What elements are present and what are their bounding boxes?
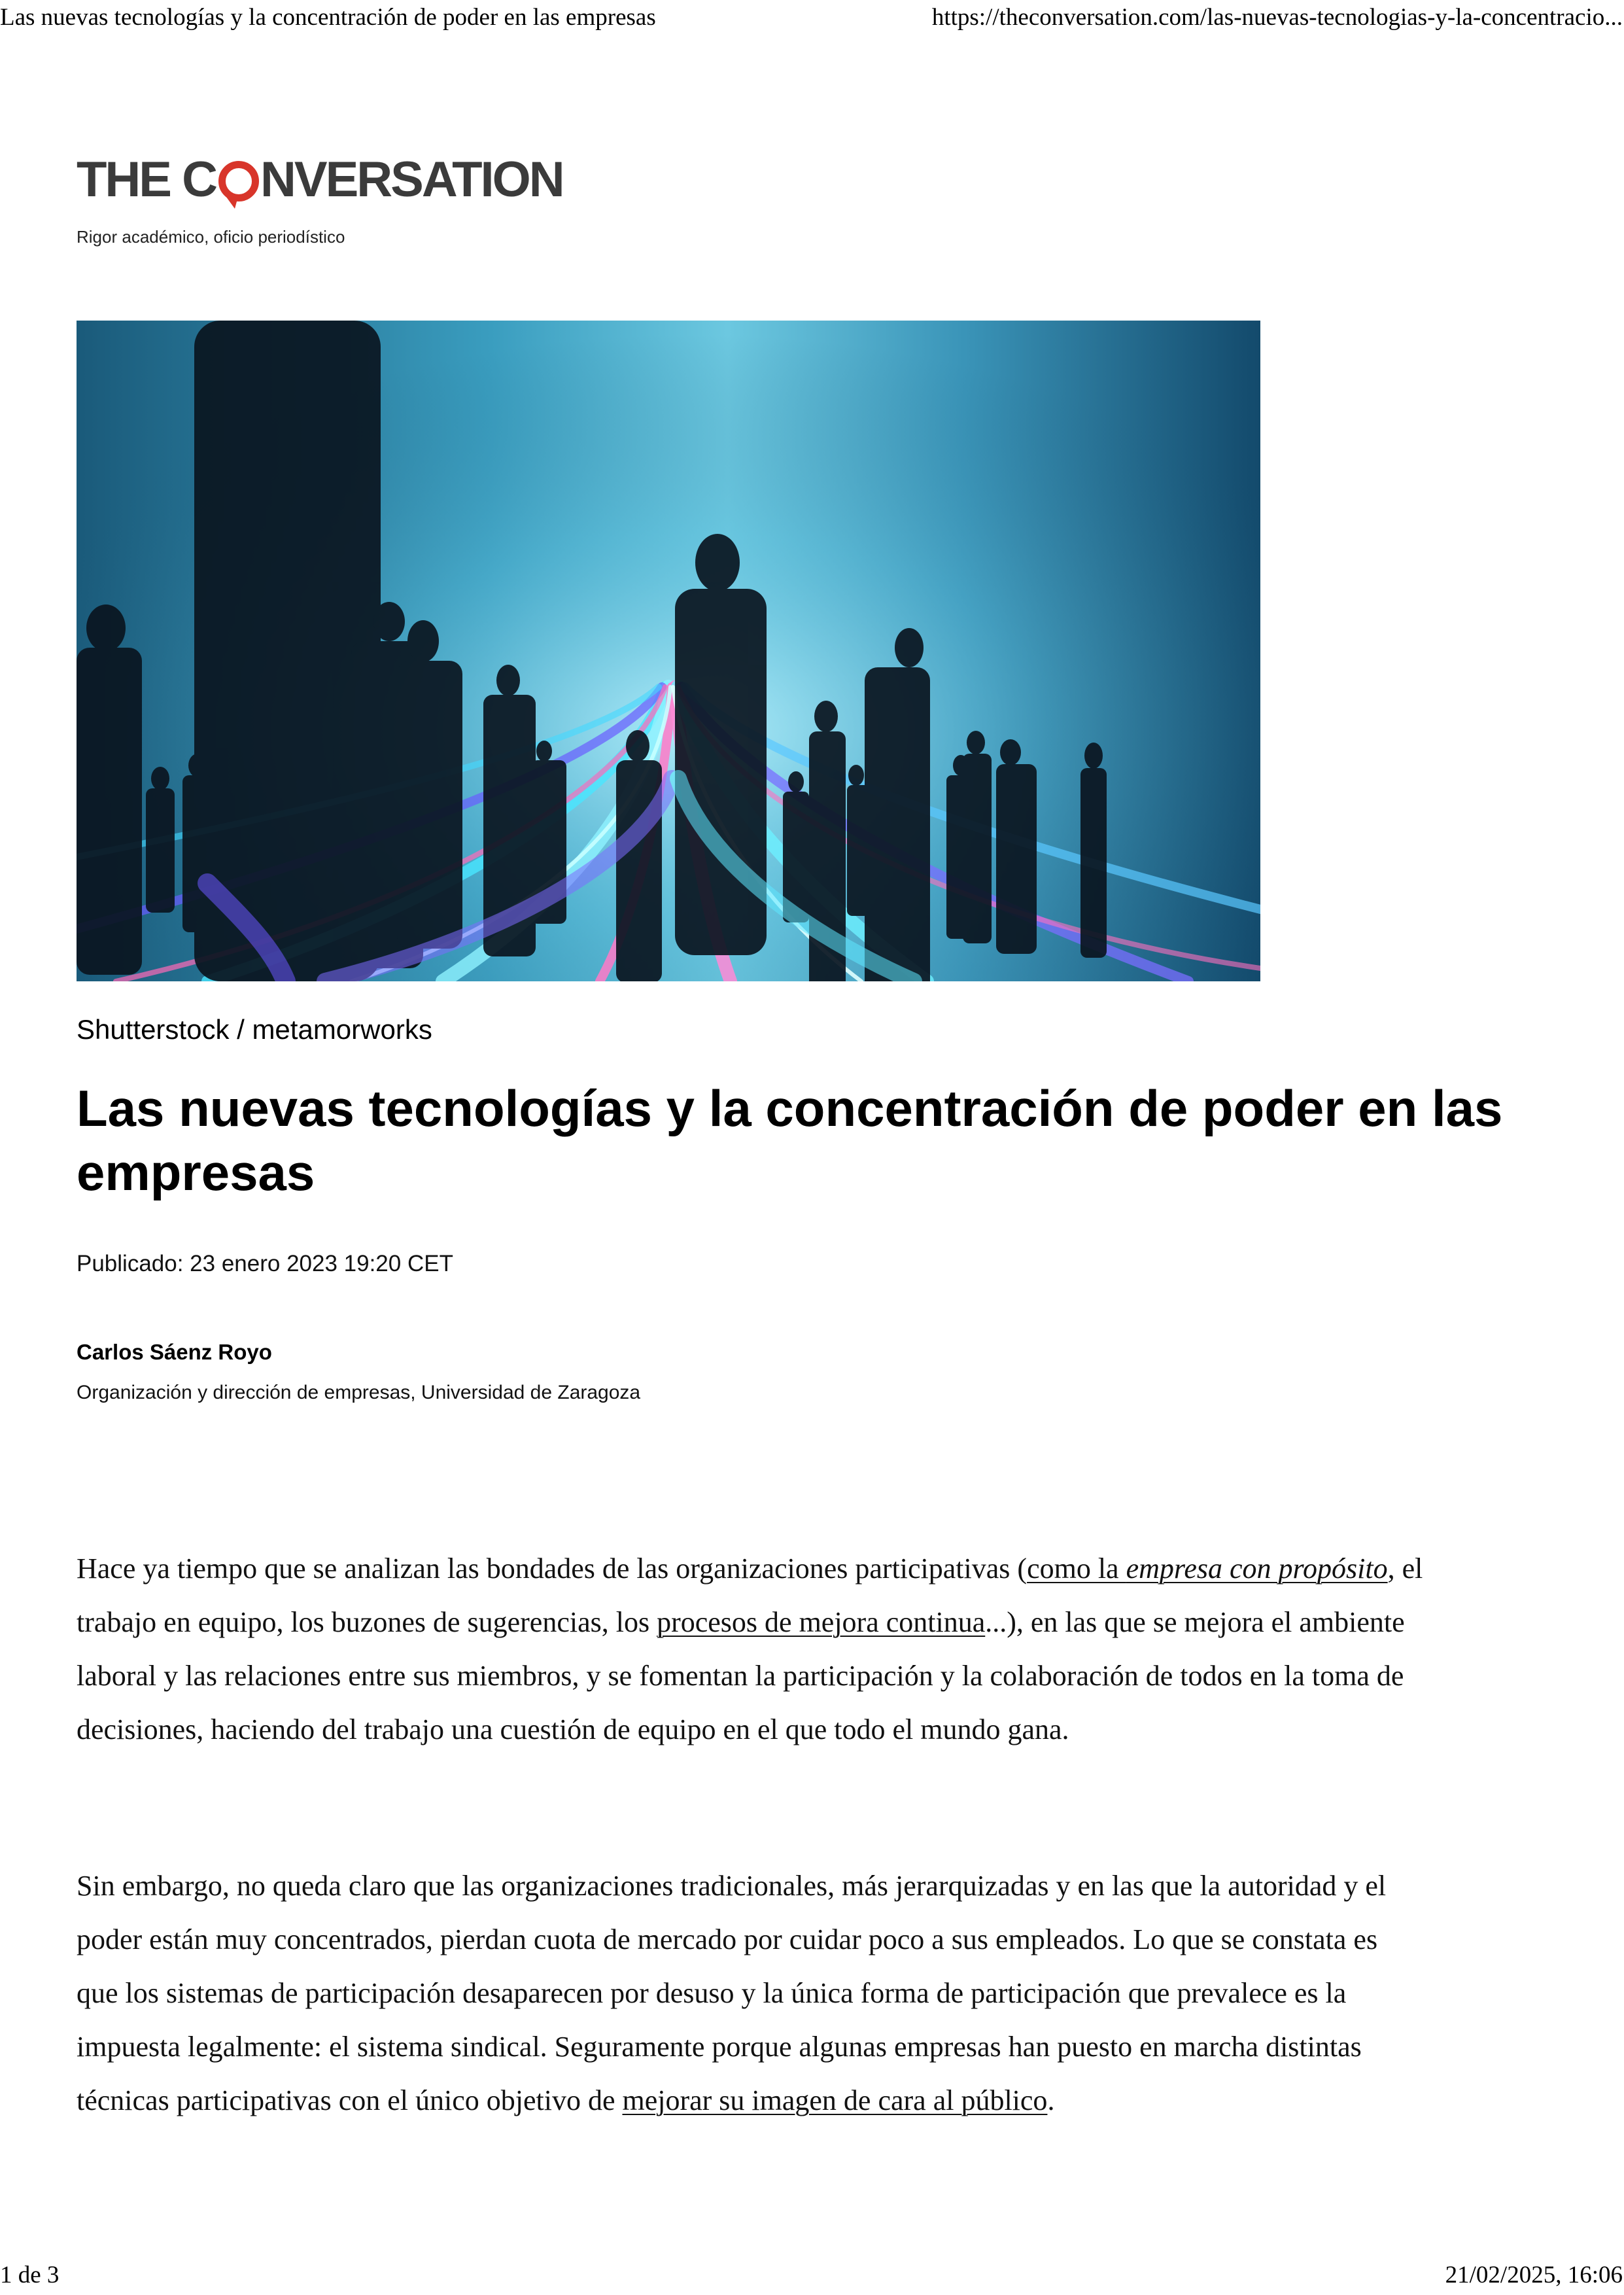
author-name[interactable]: Carlos Sáenz Royo (77, 1340, 272, 1364)
paragraph-text: , el trabajo en equipo, los buzones de sugerencias, los (77, 1552, 1423, 1638)
published-date: Publicado: 23 enero 2023 19:20 CET (77, 1251, 453, 1276)
paragraph-text: Hace ya tiempo que se analizan las bondades de las organizaciones participativas ( (77, 1552, 1028, 1585)
article-paragraph (77, 1859, 1424, 2128)
tagline: Rigor académico, oficio periodístico (77, 227, 345, 247)
mejorar-imagen-link[interactable]: mejorar su imagen de cara al público (622, 2084, 1048, 2116)
image-caption: Shutterstock / metamorworks (77, 1014, 432, 1045)
print-header (0, 0, 1624, 33)
paragraph-text: Sin embargo, no queda claro que las organizaciones tradicionales, más jerarquizadas y en las que la autoridad y el poder están muy concentrados, pierdan cuota de mercado por cuidar poco a sus empleados. Lo que se constata es que los sistemas de participación desaparecen por desuso y la única forma de participación que prevalece es la impuesta legalmente: el sistema sindical. Seguramente porque algunas empresas han puesto en marcha distintas técnicas participativas con el único objetivo de (77, 1870, 1387, 2116)
print-footer (0, 2256, 1624, 2295)
article-title: Las nuevas tecnologías y la concentración de poder en las empresas (77, 1079, 1503, 1201)
paragraph-text: . (1047, 2084, 1055, 2116)
paragraph-text: ...), en las que se mejora el ambiente laboral y las relaciones entre sus miembros, y se fomentan la participación y la colaboración de todos en la toma de decisiones, haciendo del trabajo una cuestión de equipo en el que todo el mundo gana. (77, 1606, 1405, 1745)
logo-text-before: THE C (77, 152, 216, 207)
link-text: como la (1027, 1552, 1126, 1585)
speech-bubble-icon (218, 161, 259, 201)
hero-image (77, 321, 1260, 981)
author-affiliation: Organización y dirección de empresas, Universidad de Zaragoza (77, 1382, 641, 1403)
print-header-title: Las nuevas tecnologías y la concentración de poder en las empresas (0, 4, 656, 31)
the-conversation-logo[interactable] (77, 154, 563, 206)
print-datetime: 21/02/2025, 16:06 (1445, 2262, 1623, 2288)
link-text-italic: empresa con propósito (1126, 1552, 1388, 1585)
print-header-url: https://theconversation.com/las-nuevas-tecnologias-y-la-concentracio... (931, 4, 1623, 31)
hero-illustration (77, 321, 1260, 981)
logo-text-after: NVERSATION (260, 152, 563, 207)
article-paragraph (77, 1542, 1424, 1757)
mejora-continua-link[interactable]: procesos de mejora continua (657, 1606, 986, 1638)
page-number: 1 de 3 (0, 2262, 60, 2288)
empresa-con-proposito-link[interactable] (1027, 1552, 1388, 1585)
